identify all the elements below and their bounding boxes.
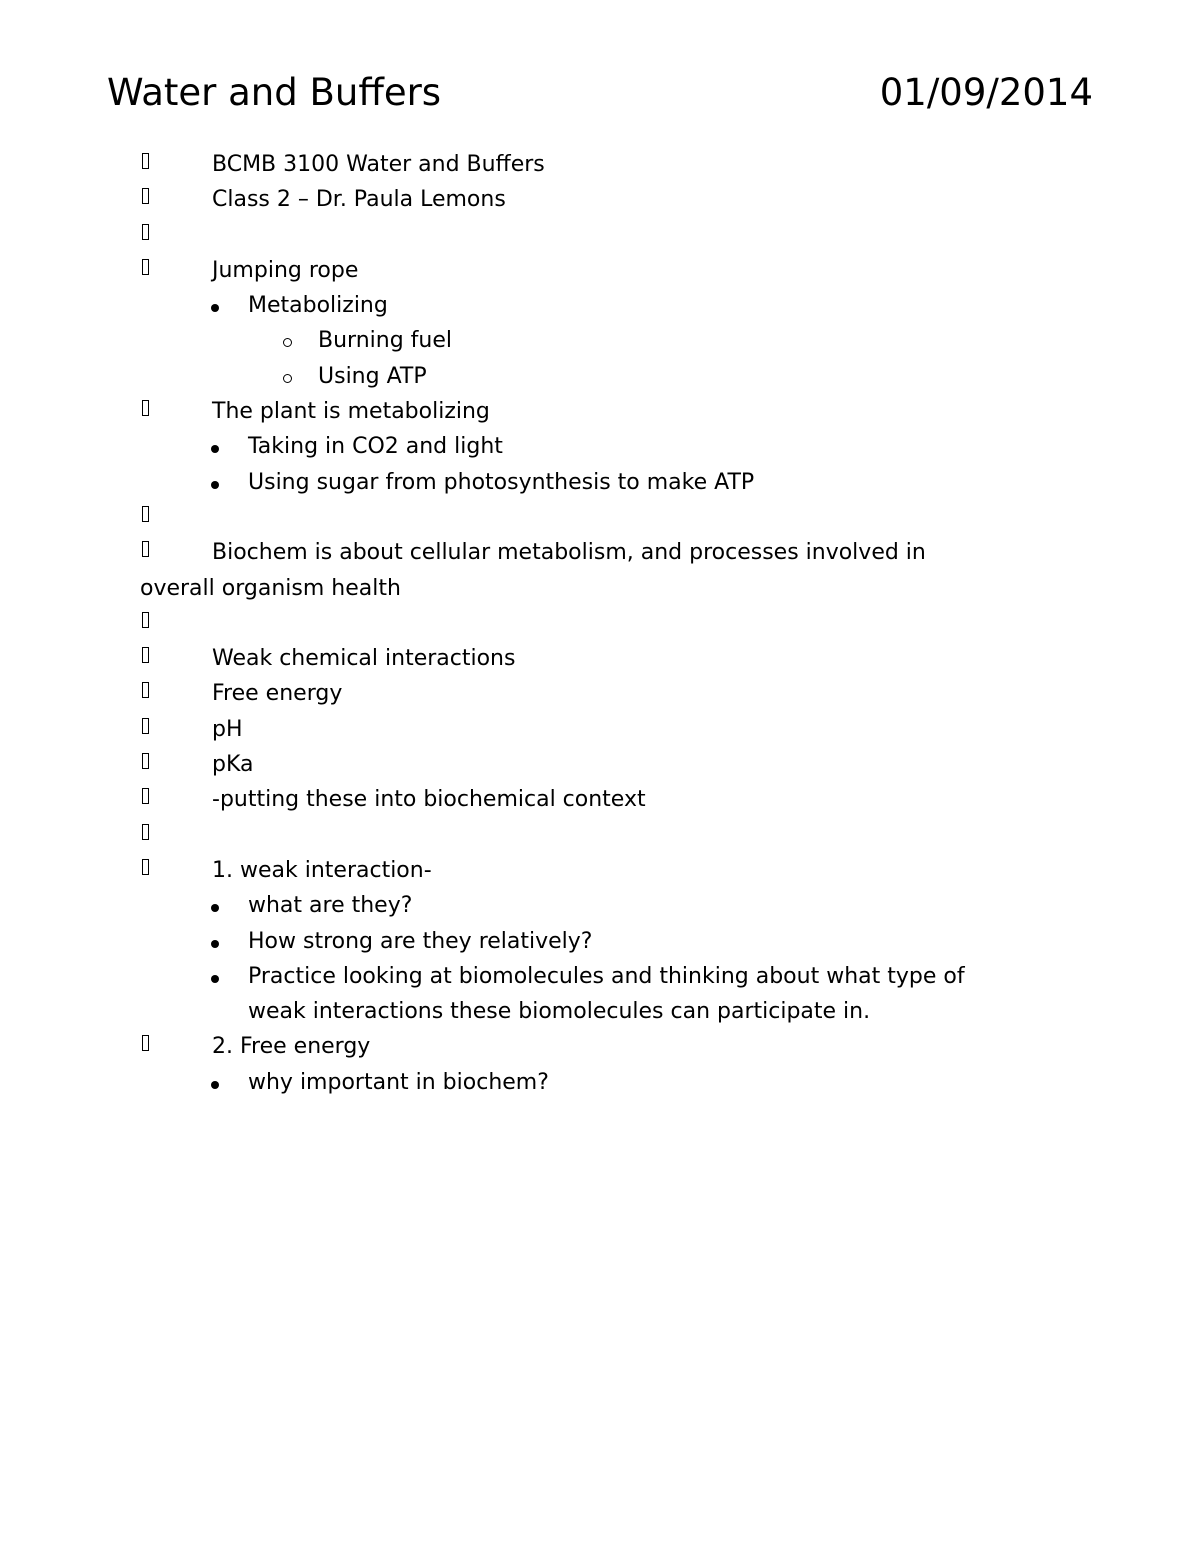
missing-glyph-box-icon [142, 500, 149, 530]
missing-glyph-box-icon [142, 712, 149, 742]
missing-glyph-box-icon [142, 782, 149, 812]
note-item-empty [0, 500, 1200, 535]
sub-sub-item [0, 323, 1200, 358]
page-date: 01/09/2014 [879, 71, 1093, 114]
note-item [0, 394, 1200, 429]
note-item [0, 712, 1200, 747]
note-text: Free energy [212, 681, 343, 707]
sub-item [0, 465, 1200, 500]
note-text-line: Biochem is about cellular metabolism, and processes involved in [212, 540, 926, 566]
notes-list [0, 147, 1200, 1100]
sub-item [0, 924, 1200, 959]
note-item [0, 747, 1200, 782]
filled-bullet-icon [211, 888, 219, 923]
note-text-continuation: overall organism health [140, 575, 401, 601]
sub-item [0, 1065, 1200, 1100]
filled-bullet-icon [211, 959, 219, 994]
missing-glyph-box-icon [142, 535, 149, 565]
sub-sub-item-text: Burning fuel [318, 328, 452, 354]
sub-item-text: why important in biochem? [248, 1069, 549, 1095]
note-item [0, 782, 1200, 817]
sub-sub-item-text: Using ATP [318, 363, 427, 389]
note-text: The plant is metabolizing [212, 399, 490, 425]
sub-item-text: what are they? [248, 893, 413, 919]
note-text: 1. weak interaction- [212, 857, 432, 883]
filled-bullet-icon [211, 1065, 219, 1100]
note-item [0, 147, 1200, 182]
missing-glyph-box-icon [142, 676, 149, 706]
filled-bullet-icon [211, 924, 219, 959]
sub-item [0, 429, 1200, 464]
filled-bullet-icon [211, 465, 219, 500]
missing-glyph-box-icon [142, 147, 149, 177]
note-item [0, 1029, 1200, 1064]
sub-item-text [248, 959, 1038, 1030]
hollow-bullet-icon [283, 323, 292, 358]
note-item [0, 853, 1200, 888]
sub-item [0, 288, 1200, 323]
missing-glyph-box-icon [142, 747, 149, 777]
note-text: Class 2 – Dr. Paula Lemons [212, 187, 506, 213]
sub-item-text: How strong are they relatively? [248, 928, 593, 954]
missing-glyph-box-icon [142, 182, 149, 212]
sub-item-wrapped [0, 959, 1200, 1030]
note-text: BCMB 3100 Water and Buffers [212, 152, 545, 177]
note-item-empty [0, 606, 1200, 641]
sub-item-text: Taking in CO2 and light [248, 434, 503, 460]
page-title: Water and Buffers [107, 71, 442, 114]
missing-glyph-box-icon [142, 606, 149, 636]
note-text: -putting these into biochemical context [212, 787, 646, 813]
note-item [0, 253, 1200, 288]
note-item-wrapped [0, 535, 1200, 606]
note-text: 2. Free energy [212, 1034, 371, 1060]
note-item-empty [0, 818, 1200, 853]
filled-bullet-icon [211, 429, 219, 464]
note-text: pKa [212, 752, 254, 778]
note-item-empty [0, 218, 1200, 253]
sub-sub-item [0, 359, 1200, 394]
note-item [0, 182, 1200, 217]
sub-item-text-continuation: weak interactions these biomolecules can participate in. [248, 999, 871, 1025]
missing-glyph-box-icon [142, 253, 149, 283]
missing-glyph-box-icon [142, 641, 149, 671]
hollow-bullet-icon [283, 359, 292, 394]
missing-glyph-box-icon [142, 818, 149, 848]
sub-item [0, 888, 1200, 923]
missing-glyph-box-icon [142, 394, 149, 424]
missing-glyph-box-icon [142, 1029, 149, 1059]
sub-item-text: Using sugar from photosynthesis to make ATP [248, 469, 755, 495]
note-text: pH [212, 716, 243, 742]
note-text [140, 535, 1012, 606]
filled-bullet-icon [211, 288, 219, 323]
sub-item-text-line: Practice looking at biomolecules and thinking about what type of [248, 963, 965, 989]
note-text: Jumping rope [212, 257, 359, 283]
note-text: Weak chemical interactions [212, 646, 516, 672]
sub-item-text: Metabolizing [248, 293, 388, 319]
missing-glyph-box-icon [142, 853, 149, 883]
note-item [0, 641, 1200, 676]
missing-glyph-box-icon [142, 218, 149, 248]
note-item [0, 676, 1200, 711]
